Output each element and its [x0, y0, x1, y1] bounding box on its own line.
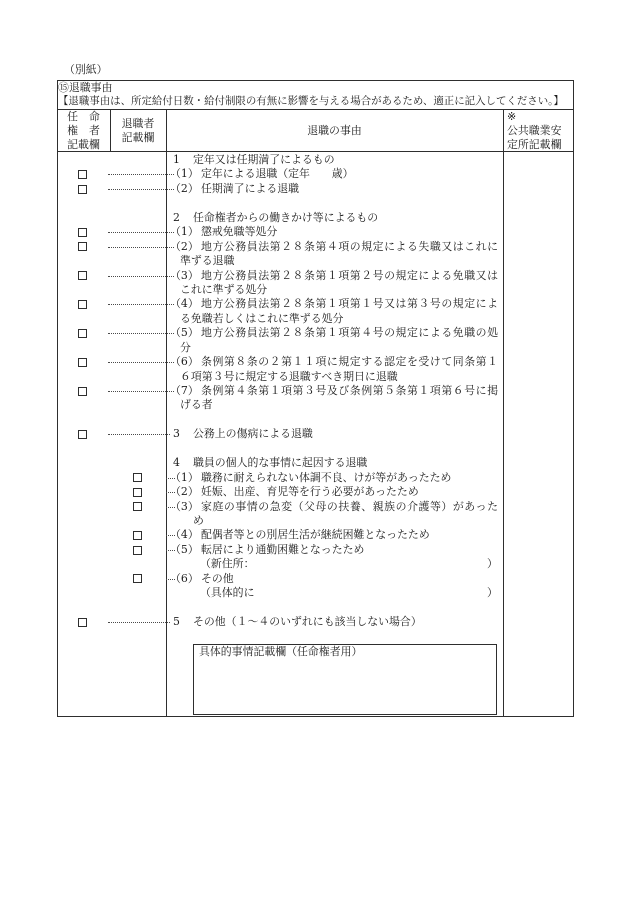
- dotted-leader: [108, 247, 174, 248]
- item-number: （5）: [170, 542, 199, 556]
- appointer-column-header: [57, 110, 110, 152]
- reason-item-continuation-row: [57, 341, 574, 355]
- item-number: （1）: [170, 225, 199, 239]
- detail-entry-open: （新住所：: [200, 557, 255, 571]
- item-number: （6）: [170, 571, 199, 585]
- item-text: 条例第４条第１項第３号及び条例第５条第１項第６号に掲: [201, 384, 498, 398]
- detail-entry-blank[interactable]: [257, 586, 485, 600]
- item-text: 任期満了による退職: [201, 181, 300, 195]
- office-header-mark: ※: [507, 110, 517, 123]
- item-text: その他: [201, 571, 234, 585]
- section-title: その他（１～４のいずれにも該当しない場合）: [193, 615, 422, 629]
- appointer-checkbox[interactable]: [78, 300, 87, 309]
- reason-item-row: [57, 326, 574, 340]
- item-text: 地方公務員法第２８条第１項第１号又は第３号の規定によ: [201, 297, 498, 311]
- retiree-column-header: [110, 117, 166, 145]
- office-header-line: 公共職業安: [507, 124, 562, 137]
- instruction-text: 【退職事由は、所定給付日数・給付制限の有無に影響を与える場合があるため、適正に記入してください。】: [58, 95, 564, 107]
- header-bottom-rule: [57, 151, 574, 152]
- section-heading-row: [57, 211, 574, 225]
- retiree-checkbox[interactable]: [133, 473, 142, 482]
- appointer-checkbox[interactable]: [78, 185, 87, 194]
- reason-item-row: [57, 182, 574, 196]
- dotted-leader: [108, 333, 174, 334]
- item-text: 地方公務員法第２８条第１項第２号の規定による免職又は: [201, 268, 498, 282]
- item-number: （6）: [170, 355, 199, 369]
- reason-column-header: [166, 124, 503, 138]
- section-title: ⑮退職事由: [58, 81, 113, 94]
- appointer-header-line: 権 者: [67, 124, 100, 137]
- item-text: 定年による退職（定年 歳）: [201, 167, 354, 181]
- appointer-checkbox[interactable]: [78, 329, 87, 338]
- item-text: 地方公務員法第２８条第１項第４号の規定による免職の処: [201, 326, 498, 340]
- reason-item-row: [57, 355, 574, 369]
- item-number: （3）: [170, 268, 199, 282]
- appointer-checkbox[interactable]: [78, 242, 87, 251]
- detail-entry-close: ）: [487, 586, 498, 600]
- reason-item-row: [57, 225, 574, 239]
- dotted-leader: [108, 174, 174, 175]
- item-text-continuation: 分: [180, 340, 191, 354]
- appointer-header-line: 任 命: [67, 110, 100, 123]
- specific-circumstances-label: 具体的事情記載欄（任命権者用）: [199, 645, 363, 658]
- section-title: 公務上の傷病による退職: [193, 427, 313, 441]
- appointer-checkbox[interactable]: [78, 358, 87, 367]
- attachment-label: （別紙）: [64, 63, 108, 76]
- section-number: 2: [173, 210, 180, 224]
- item-number: （4）: [170, 528, 199, 542]
- retiree-header-line: 記載欄: [121, 131, 155, 144]
- item-number: （2）: [170, 485, 199, 499]
- item-number: （2）: [170, 239, 199, 253]
- reason-item-continuation-row: [57, 254, 574, 268]
- item-text-continuation: これに準ずる処分: [180, 282, 268, 296]
- detail-entry-close: ）: [487, 557, 498, 571]
- office-header-line: 定所記載欄: [507, 138, 562, 151]
- appointer-checkbox[interactable]: [78, 618, 87, 627]
- dotted-leader: [108, 622, 170, 623]
- dotted-leader: [108, 232, 174, 233]
- reason-item-row: [57, 528, 574, 542]
- dotted-leader: [108, 391, 174, 392]
- reason-item-row: [57, 500, 574, 514]
- item-text: 職務に耐えられない体調不良、けが等があったため: [201, 470, 452, 484]
- dotted-leader: [108, 434, 170, 435]
- detail-entry-open: （具体的に: [200, 586, 255, 600]
- item-number: （7）: [170, 384, 199, 398]
- reason-item-row: [57, 471, 574, 485]
- reason-list: [57, 153, 574, 716]
- reason-item-row: [57, 167, 574, 181]
- appointer-header-line: 記載欄: [67, 138, 100, 151]
- section-title: 定年又は任期満了によるもの: [193, 153, 335, 166]
- reason-item-continuation-row: [57, 370, 574, 384]
- dotted-leader: [108, 189, 174, 190]
- dotted-leader: [108, 304, 174, 305]
- retiree-checkbox[interactable]: [133, 546, 142, 555]
- section-heading-row: [57, 615, 574, 629]
- item-number: （4）: [170, 297, 199, 311]
- item-number: （3）: [170, 499, 199, 513]
- item-text: 配偶者等との別居生活が継続困難となったため: [201, 528, 430, 542]
- reason-item-row: [57, 543, 574, 557]
- section-number: 3: [173, 427, 180, 441]
- item-text-continuation: め: [193, 514, 204, 527]
- reason-header-text: 退職の事由: [307, 124, 362, 137]
- item-text: 懲戒免職等処分: [201, 225, 278, 239]
- specific-circumstances-box[interactable]: [193, 644, 497, 715]
- item-text: 家庭の事情の急変（父母の扶養、親族の介護等）があった: [201, 499, 498, 513]
- item-number: （2）: [170, 181, 199, 195]
- item-text-continuation: ６項第３号に規定する退職すべき期日に退職: [180, 369, 398, 383]
- reason-item-row: [57, 297, 574, 311]
- retiree-checkbox[interactable]: [133, 488, 142, 497]
- reason-item-row: [57, 384, 574, 398]
- reason-item-continuation-row: [57, 283, 574, 297]
- item-text: 妊娠、出産、育児等を行う必要があったため: [201, 485, 419, 499]
- dotted-leader: [108, 276, 174, 277]
- detail-entry-row: [57, 586, 574, 600]
- reason-item-row: [57, 240, 574, 254]
- section-heading-row: [57, 153, 574, 167]
- office-column-header: [507, 110, 573, 152]
- section-number: 5: [173, 615, 180, 629]
- appointer-checkbox[interactable]: [78, 228, 87, 237]
- item-text-continuation: る免職若しくはこれに準ずる処分: [180, 311, 344, 325]
- appointer-checkbox[interactable]: [78, 387, 87, 396]
- appointer-checkbox[interactable]: [78, 430, 87, 439]
- dotted-leader: [108, 362, 174, 363]
- retiree-checkbox[interactable]: [133, 574, 142, 583]
- section-heading-row: [57, 456, 574, 470]
- reason-item-continuation-row: [57, 514, 574, 528]
- reason-item-continuation-row: [57, 398, 574, 412]
- retiree-checkbox[interactable]: [133, 531, 142, 540]
- section-title: 任命権者からの働きかけ等によるもの: [193, 210, 379, 224]
- item-number: （1）: [170, 167, 199, 181]
- item-number: （5）: [170, 326, 199, 340]
- item-text-continuation: げる者: [180, 398, 213, 412]
- reason-item-row: [57, 269, 574, 283]
- item-number: （1）: [170, 470, 199, 484]
- item-text-continuation: 準ずる退職: [180, 254, 235, 268]
- detail-entry-blank[interactable]: [257, 557, 485, 571]
- reason-item-row: [57, 485, 574, 499]
- reason-item-continuation-row: [57, 312, 574, 326]
- section-number: 4: [173, 456, 180, 470]
- section-heading-row: [57, 427, 574, 441]
- detail-entry-row: [57, 557, 574, 571]
- retiree-checkbox[interactable]: [133, 502, 142, 511]
- reason-item-row: [57, 572, 574, 586]
- section-title: 職員の個人的な事情に起因する退職: [193, 456, 368, 470]
- header-top-rule: [57, 109, 574, 110]
- appointer-checkbox[interactable]: [78, 170, 87, 179]
- item-text: 条例第８条の２第１１項に規定する認定を受けて同条第１: [201, 355, 498, 369]
- retiree-header-line: 退職者: [121, 117, 155, 130]
- section-number: 1: [173, 153, 180, 166]
- appointer-checkbox[interactable]: [78, 271, 87, 280]
- item-text: 地方公務員法第２８条第４項の規定による失職又はこれに: [201, 239, 498, 253]
- item-text: 転居により通勤困難となったため: [201, 542, 365, 556]
